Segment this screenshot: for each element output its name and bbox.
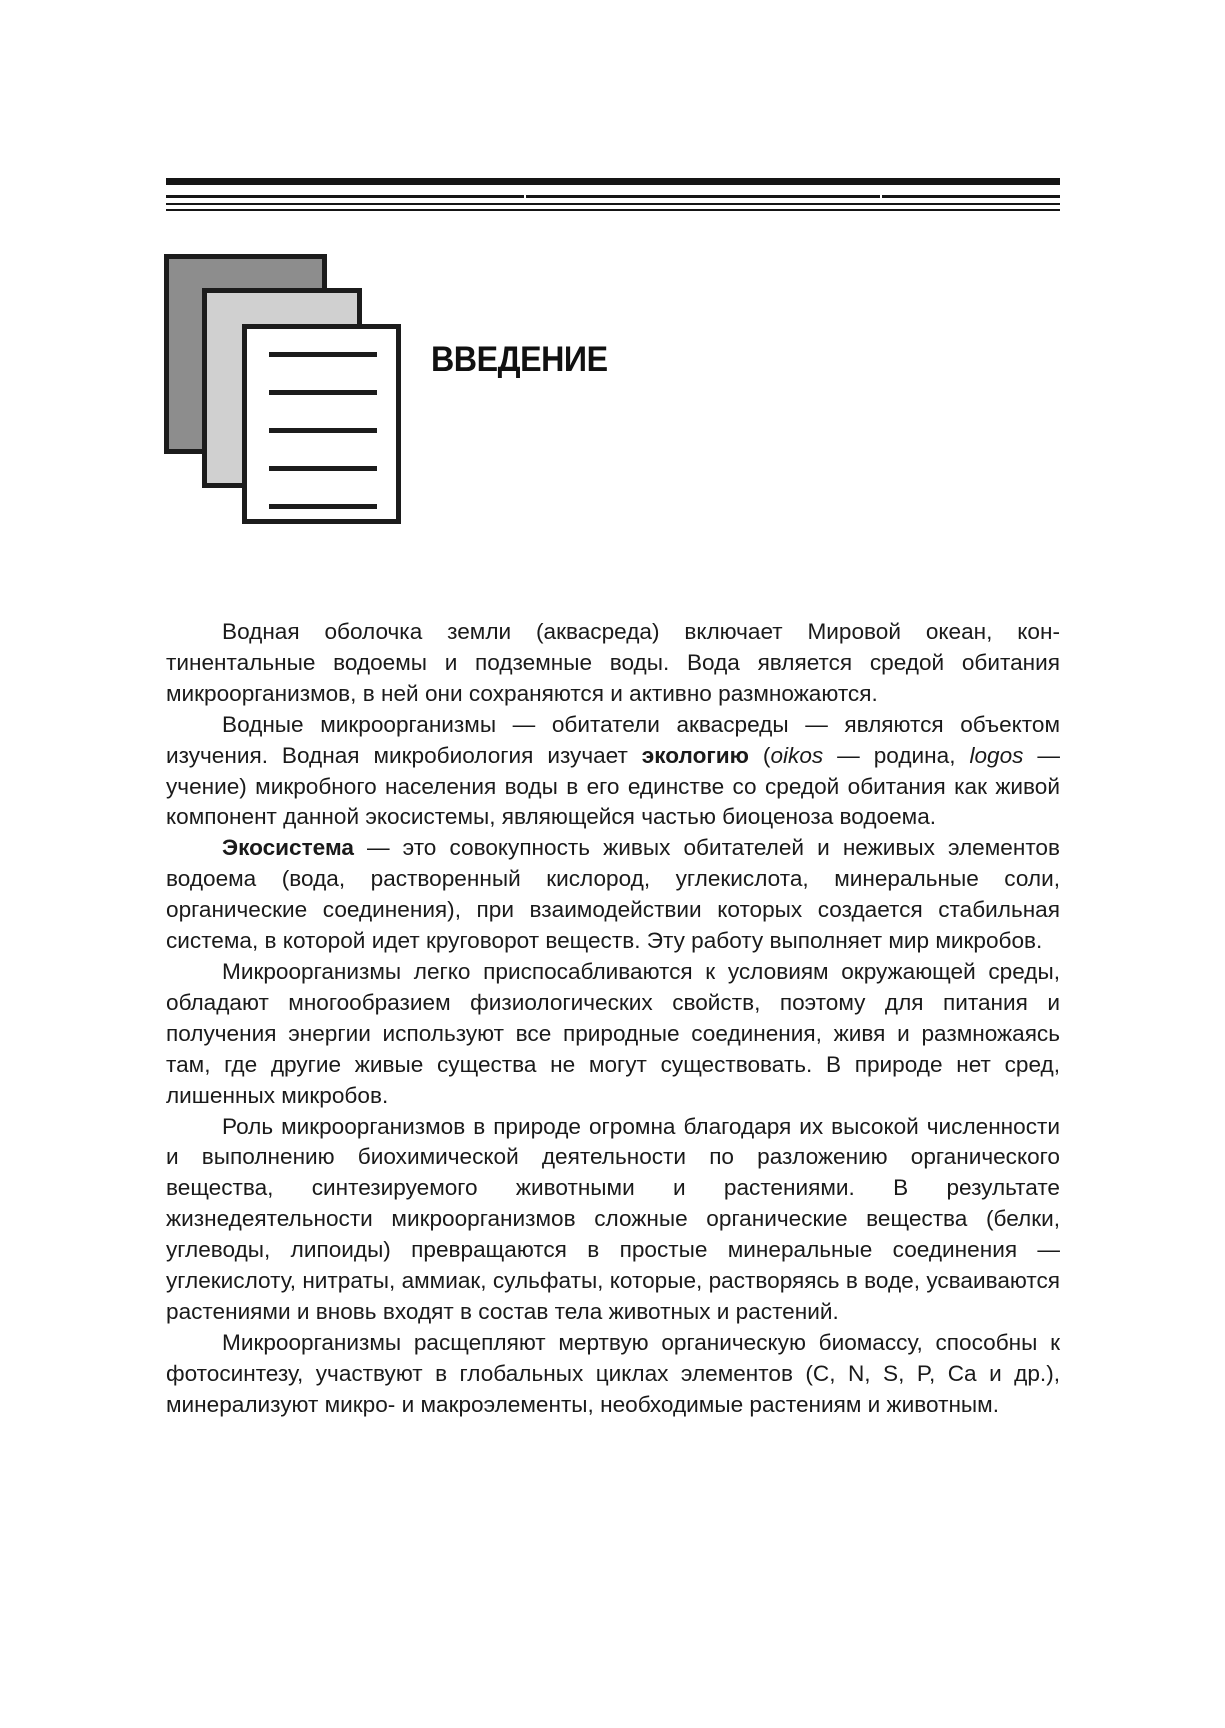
rule-notch (524, 193, 526, 201)
text-line-icon (269, 352, 377, 357)
paragraph: Роль микроорганизмов в природе огромна благодаря их высокой численности и выполнению биохимической деятельности по разложению органического вещества, синтезируемого животными и растениями. В результате жизнедеятельности микроорганизмов сложные органические вещества (белки, углеводы, липоиды) превращаются в простые минеральные соединения — углекислоту, нитраты, аммиак, сульфаты, которые, растворяясь в воде, усваиваются растениями и вновь входят в состав тела животных и растений. (166, 1113, 1060, 1324)
document-sheet-front (242, 324, 401, 524)
text-line-icon (269, 428, 377, 433)
text-line-icon (269, 390, 377, 395)
chapter-title: ВВЕДЕНИЕ (431, 340, 608, 379)
body-text (166, 617, 1060, 1421)
etymology-logos: logos (969, 742, 1024, 768)
text-line-icon (269, 504, 377, 509)
rule-notch (880, 193, 882, 201)
term-ecosystem: Экосистема (222, 835, 354, 861)
term-ecology: экологию (641, 742, 749, 768)
paragraph: Микроорганизмы расщепляют мертвую органическую биомассу, способны к фотосинтезу, участвуют в глобальных циклах элементов (C, N, S, P, Ca и др.), минерализуют микро- и макроэлементы, необходимые растениям и животным. (166, 1329, 1060, 1417)
paragraph: Водные микроорганизмы — обитатели аквасреды — являются объектом изучения. Водная микробиология изучает экологию (oikos — родина, logos — учение) микробного населения воды в его единстве со средой обитания как живой компонент данной экосистемы, являющейся частью биоценоза водоема. (166, 711, 1060, 830)
header-rule-line (166, 209, 1060, 211)
paragraph: Микроорганизмы легко приспосабливаются к условиям окружающей среды, обладают многообразием физиологических свойств, поэтому для питания и получения энергии используют все природные соединения, живя и размножаясь там, где другие живые существа не могут существовать. В природе нет сред, лишенных микробов. (166, 958, 1060, 1108)
stacked-documents-icon (164, 254, 404, 524)
text-line-icon (269, 466, 377, 471)
header-rule-line (166, 203, 1060, 205)
paragraph: Водная оболочка земли (аквасреда) включает Мировой океан, континентальные водоемы и подземные воды. Вода является средой обитания микроорганизмов, в ней они сохраняются и активно размножаются. (166, 619, 1060, 706)
header-rule-line (166, 195, 1060, 198)
header-rule-thick (166, 178, 1060, 185)
paragraph: Экосистема — это совокупность живых обитателей и неживых элементов водоема (вода, растворенный кислород, углекислота, минеральные соли, органические соединения), при взаимодействии которых создается стабильная система, в которой идет круговорот веществ. Эту работу выполняет мир микробов. (166, 835, 1060, 954)
etymology-oikos: oikos (770, 742, 824, 768)
